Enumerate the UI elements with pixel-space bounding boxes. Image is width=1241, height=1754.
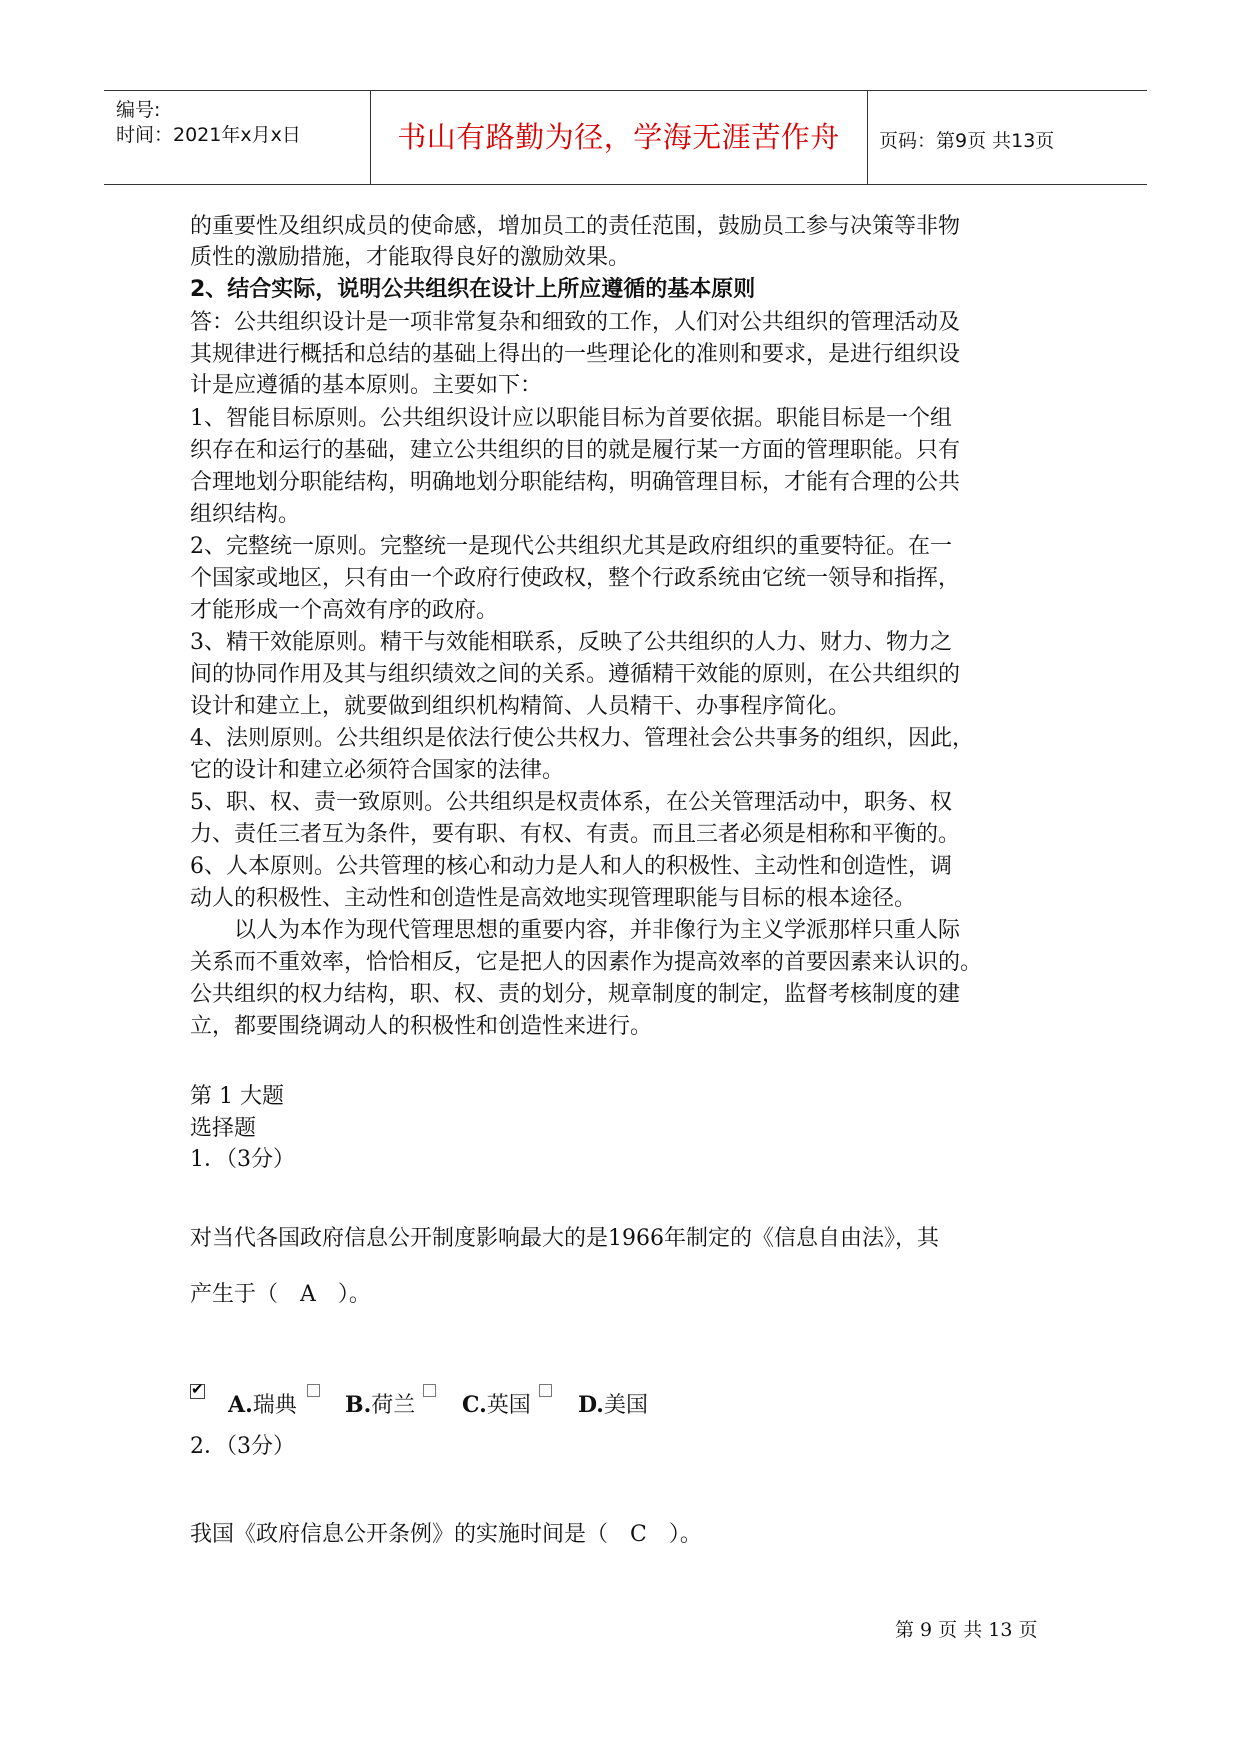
q1-options bbox=[190, 1384, 790, 1420]
option-d: D.美国 bbox=[578, 1392, 648, 1418]
option-b-checkbox[interactable] bbox=[307, 1384, 320, 1397]
body-line: 力、责任三者互为条件，要有职、有权、有责。而且三者必须是相称和平衡的。 bbox=[190, 822, 961, 847]
body-line: 它的设计和建立必须符合国家的法律。 bbox=[190, 758, 565, 783]
body-line: 答：公共组织设计是一项非常复杂和细致的工作，人们对公共组织的管理活动及 bbox=[190, 310, 961, 335]
q1-label: 1．（3分） bbox=[190, 1147, 295, 1172]
body-line: 4、法则原则。公共组织是依法行使公共权力、管理社会公共事务的组织，因此， bbox=[190, 726, 974, 751]
option-c-checkbox[interactable] bbox=[423, 1384, 436, 1397]
body-line: 计是应遵循的基本原则。主要如下： bbox=[190, 373, 543, 398]
time-label: 时间：2021年x月x日 bbox=[116, 124, 301, 146]
header-page-cell bbox=[867, 91, 1147, 184]
body-line: 3、精干效能原则。精干与效能相联系，反映了公共组织的人力、财力、物力之 bbox=[190, 630, 952, 655]
body-line: 合理地划分职能结构，明确地划分职能结构，明确管理目标，才能有合理的公共 bbox=[190, 470, 961, 495]
page-footer: 第 9 页 共 13 页 bbox=[895, 1619, 1038, 1641]
question-type: 选择题 bbox=[190, 1116, 257, 1141]
option-c: C.英国 bbox=[462, 1392, 531, 1418]
body-line: 设计和建立上，就要做到组织机构精简、人员精干、办事程序简化。 bbox=[190, 694, 851, 719]
body-line: 间的协同作用及其与组织绩效之间的关系。遵循精干效能的原则，在公共组织的 bbox=[190, 662, 961, 687]
motto: 书山有路勤为径，学海无涯苦作舟 bbox=[397, 120, 840, 154]
body-line: 6、人本原则。公共管理的核心和动力是人和人的积极性、主动性和创造性，调 bbox=[190, 854, 952, 879]
body-line: 2、完整统一原则。完整统一是现代公共组织尤其是政府组织的重要特征。在一 bbox=[190, 534, 952, 559]
q2-label: 2．（3分） bbox=[190, 1434, 295, 1459]
body-line: 的重要性及组织成员的使命感，增加员工的责任范围，鼓励员工参与决策等非物 bbox=[190, 214, 961, 239]
page-code: 页码：第9页 共13页 bbox=[879, 130, 1055, 152]
q1-text: 对当代各国政府信息公开制度影响最大的是1966年制定的《信息自由法》，其 bbox=[190, 1226, 939, 1251]
option-d-checkbox[interactable] bbox=[539, 1384, 552, 1397]
question-heading: 2、结合实际，说明公共组织在设计上所应遵循的基本原则 bbox=[190, 277, 756, 302]
body-line: 动人的积极性、主动性和创造性是高效地实现管理职能与目标的根本途径。 bbox=[190, 886, 917, 911]
body-line: 个国家或地区，只有由一个政府行使政权，整个行政系统由它统一领导和指挥， bbox=[190, 566, 961, 591]
number-label: 编号: bbox=[116, 99, 161, 121]
body-line: 立，都要围绕调动人的积极性和创造性来进行。 bbox=[190, 1014, 653, 1039]
body-line: 以人为本作为现代管理思想的重要内容，并非像行为主义学派那样只重人际 bbox=[234, 918, 961, 943]
section-label: 第 1 大题 bbox=[190, 1084, 284, 1109]
body-line: 公共组织的权力结构，职、权、责的划分，规章制度的制定，监督考核制度的建 bbox=[190, 982, 961, 1007]
option-a-checkbox[interactable] bbox=[190, 1384, 205, 1399]
body-line: 关系而不重效率，恰恰相反，它是把人的因素作为提高效率的首要因素来认识的。 bbox=[190, 950, 983, 975]
option-b: B.荷兰 bbox=[345, 1392, 416, 1418]
header-info-cell bbox=[104, 91, 371, 184]
body-line: 其规律进行概括和总结的基础上得出的一些理论化的准则和要求，是进行组织设 bbox=[190, 342, 961, 367]
option-a: A.瑞典 bbox=[228, 1392, 297, 1418]
header-motto-cell bbox=[370, 91, 868, 184]
body-line: 质性的激励措施，才能取得良好的激励效果。 bbox=[190, 245, 631, 270]
body-line: 1、智能目标原则。公共组织设计应以职能目标为首要依据。职能目标是一个组 bbox=[190, 406, 952, 431]
q2-text: 我国《政府信息公开条例》的实施时间是（ C ）。 bbox=[190, 1522, 702, 1547]
body-line: 织存在和运行的基础，建立公共组织的目的就是履行某一方面的管理职能。只有 bbox=[190, 438, 961, 463]
q1-text: 产生于（ A ）。 bbox=[190, 1282, 371, 1307]
body-line: 组织结构。 bbox=[190, 502, 301, 527]
body-line: 才能形成一个高效有序的政府。 bbox=[190, 598, 499, 623]
body-line: 5、职、权、责一致原则。公共组织是权责体系，在公关管理活动中，职务、权 bbox=[190, 790, 952, 815]
page-header bbox=[104, 90, 1147, 185]
